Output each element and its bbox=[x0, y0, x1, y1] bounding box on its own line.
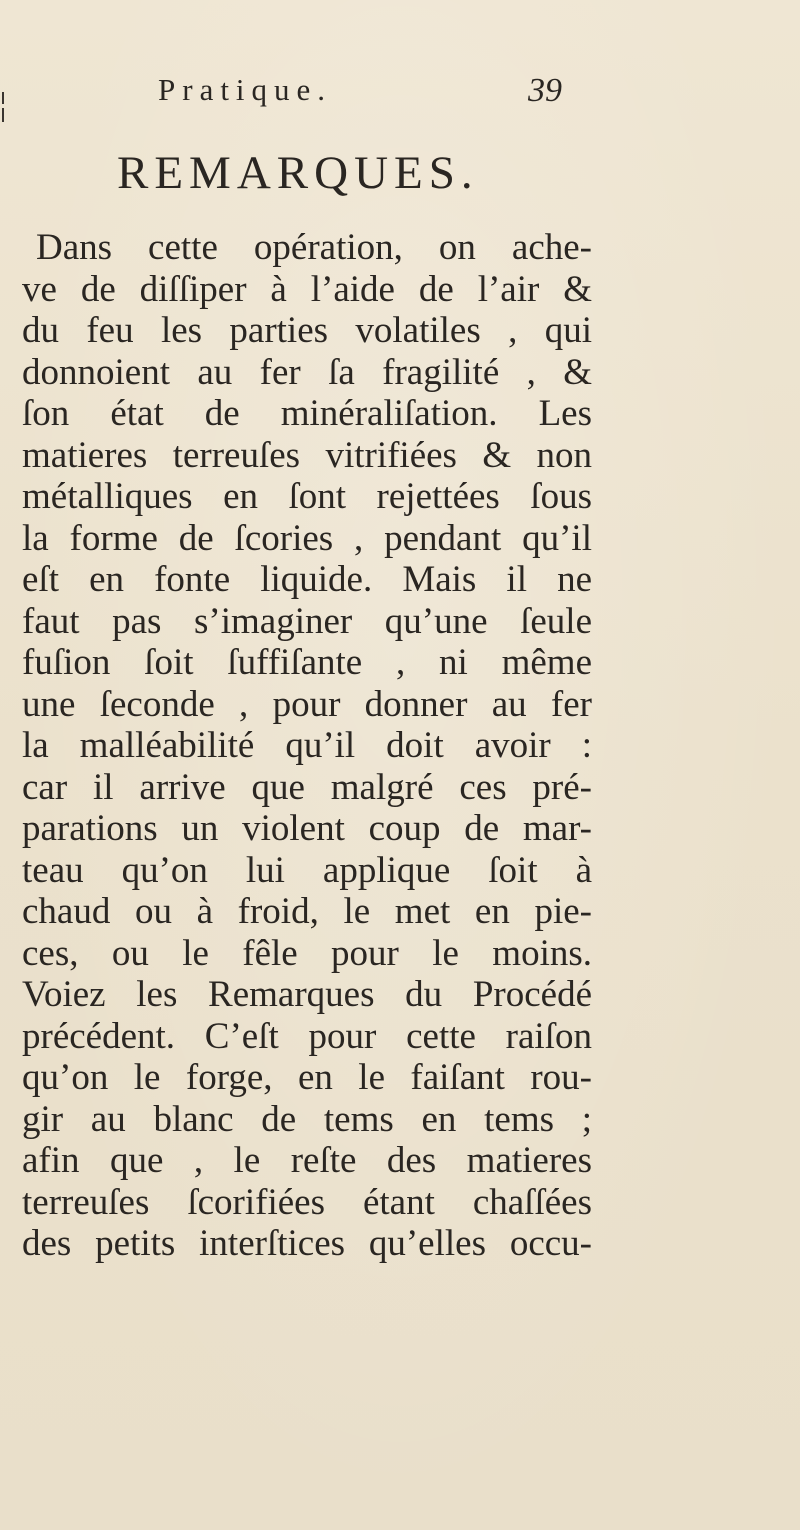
text-line: une ſeconde , pour donner au fer bbox=[22, 683, 592, 725]
text-line: qu’on le forge, en le faiſant rou- bbox=[22, 1057, 592, 1098]
text-line: car il arrive que malgré ces pré- bbox=[22, 766, 592, 808]
page-number: 39 bbox=[528, 72, 562, 109]
text-line: faut pas s’imaginer qu’une ſeule bbox=[22, 600, 592, 642]
text-line: teau qu’on lui applique ſoit à bbox=[22, 849, 592, 891]
text-line: matieres terreuſes vitrifiées & non bbox=[22, 434, 592, 476]
text-line: chaud ou à froid, le met en pie- bbox=[22, 891, 592, 932]
text-line: ve de diſſiper à l’aide de l’air & bbox=[22, 268, 592, 310]
running-head: Pratique. bbox=[158, 72, 333, 107]
text-line: du feu les parties volatiles , qui bbox=[22, 310, 592, 351]
text-line: afin que , le reſte des matieres bbox=[22, 1140, 592, 1181]
text-line: eſt en fonte liquide. Mais il ne bbox=[22, 559, 592, 600]
text-line: parations un violent coup de mar- bbox=[22, 808, 592, 849]
page-header bbox=[0, 70, 800, 120]
text-line: fuſion ſoit ſuffiſante , ni même bbox=[22, 642, 592, 683]
text-line: terreuſes ſcorifiées étant chaſſées bbox=[22, 1181, 592, 1223]
text-line: gir au blanc de tems en tems ; bbox=[22, 1098, 592, 1140]
text-line: la malléabilité qu’il doit avoir : bbox=[22, 725, 592, 766]
text-line: ces, ou le fêle pour le moins. bbox=[22, 932, 592, 974]
text-line: ſon état de minéraliſation. Les bbox=[22, 393, 592, 434]
text-line: donnoient au fer ſa fragilité , & bbox=[22, 351, 592, 393]
body-text bbox=[22, 227, 592, 1265]
section-title: REMARQUES. bbox=[117, 147, 479, 199]
text-line: Dans cette opération, on ache- bbox=[36, 227, 592, 268]
text-line: Voiez les Remarques du Procédé bbox=[22, 974, 592, 1015]
text-line: la forme de ſcories , pendant qu’il bbox=[22, 517, 592, 559]
text-line: métalliques en ſont rejettées ſous bbox=[22, 476, 592, 517]
text-line: précédent. C’eſt pour cette raiſon bbox=[22, 1015, 592, 1057]
text-line: des petits interſtices qu’elles occu- bbox=[22, 1223, 592, 1264]
